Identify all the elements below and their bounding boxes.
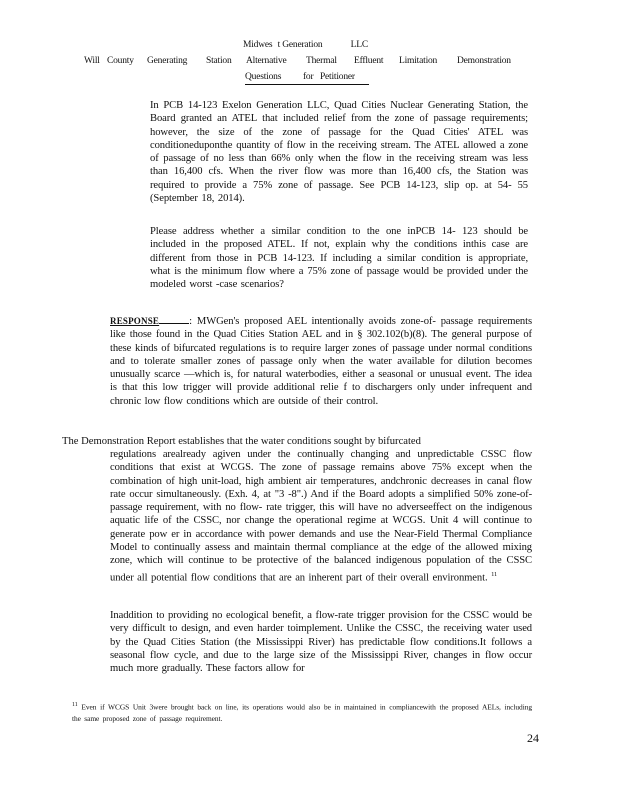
footnote-reference: 11 [491,570,498,578]
footnote-text: Even if WCGS Unit 3were brought back on line, its operations would also be in maintained in compliancewith the proposed AELs, including the same proposed zone of passage requirement. [72,702,532,724]
question-paragraph-2: Please address whether a similar condition to the one inPCB 14- 123 should be included in the proposed ATEL. If not, explain why the conditions inthis case are different from those in PCB 14-123. If including a similar condition is appropriate, what is the minimum flow where a 75% zone of passage would be provided under the modeled worst -case scenarios? [150,226,528,291]
header-line-1 [243,40,368,50]
header-word: County [107,56,134,66]
footnote [72,699,532,725]
header-word: Generating [147,56,188,66]
header-word: Thermal [306,56,337,66]
header-word: Will [84,56,100,66]
response-label-rule [159,315,189,324]
header-company-part2: t Generation [277,40,323,50]
page-number: 24 [527,731,539,745]
header-word: Alternative [246,56,287,66]
header-line-3: Questions for Petitioner [245,72,355,82]
response-text: : MWGen's proposed AEL intentionally avoids zone-of- passage requirements like those found in the Quad Cities Station AEL and in § 302.102(b)(8). The general purpose of these kinds of bifurcated regulations is to require larger zones of passage under normal conditions and to tolerate smaller zones of passage only when the water available for dilution becomes unusually scarce —which is, for natural waterbodies, either a seasonal or unusual event. The idea is that this low trigger will provide additional relie f to dischargers only under infrequent and chronic low flow conditions which are outside of their control. [110,316,532,407]
question-paragraph-1: In PCB 14-123 Exelon Generation LLC, Quad Cities Nuclear Generating Station, the Board granted an ATEL that included relief from the zone of passage requirements; however, the size of the zone of passage for the Quad Cities' ATEL was conditioneduponthe quantity of flow in the receiving stream. The ATEL allowed a zone of passage of no less than 66% only when the flow in the receiving stream was less than 16,400 cfs. When the river flow was more than 16,400 cfs, the Station was required to provide a 75% zone of passage. See PCB 14-123, slip op. at 54- 55 (September 18, 2014). [150,100,528,205]
header-company-part1: Midwes [243,40,273,50]
header-word: Demonstration [457,56,511,66]
demonstration-paragraph [110,448,532,585]
header-company-part3: LLC [350,40,368,50]
demonstration-lead-line: The Demonstration Report establishes that the water conditions sought by bifurcated [62,436,421,447]
header-word: Limitation [399,56,438,66]
footnote-number: 11 [72,702,78,708]
demonstration-text: regulations arealready agiven under the continually changing and unpredictable CSSC flow conditions that exist at WCGS. The zone of passage remains above 75% except when the combination of high unit-load, high ambient air temperatures, andchronic decreases in canal flow rate occur simultaneously. (Exh. 4, at "3 -8".) And if the Board adopts a simplified 50% zone-of-passage requirement, with no flow- rate trigger, this will have no adverseeffect on the indigenous aquatic life of the CSSC, nor change the operational regime at WCGS. Unit 4 will continue to generate pow er in accordance with power demands and use the Near-Field Thermal Compliance Model to continually assess and maintain thermal compliance at the edge of the allowed mixing zone, which will continue to be protective of the balanced indigenous population of the CSSC under all potential flow conditions that are an inherent part of their overall environment. [110,449,532,584]
response-label: RESPONSE [110,316,160,326]
header-underline [245,84,369,85]
addition-paragraph: Inaddition to providing no ecological benefit, a flow-rate trigger provision for the CSSC would be very difficult to design, and even harder toimplement. Unlike the CSSC, the receiving water used by the Quad Cities Station (the Mississippi River) has predictable flow conditions.It follows a seasonal flow cycle, and due to the large size of the Mississippi River, changes in flow occur much more gradually. These factors allow for [110,610,532,675]
header-word: Effluent [354,56,384,66]
header-word: Station [206,56,232,66]
response-paragraph [110,315,532,408]
